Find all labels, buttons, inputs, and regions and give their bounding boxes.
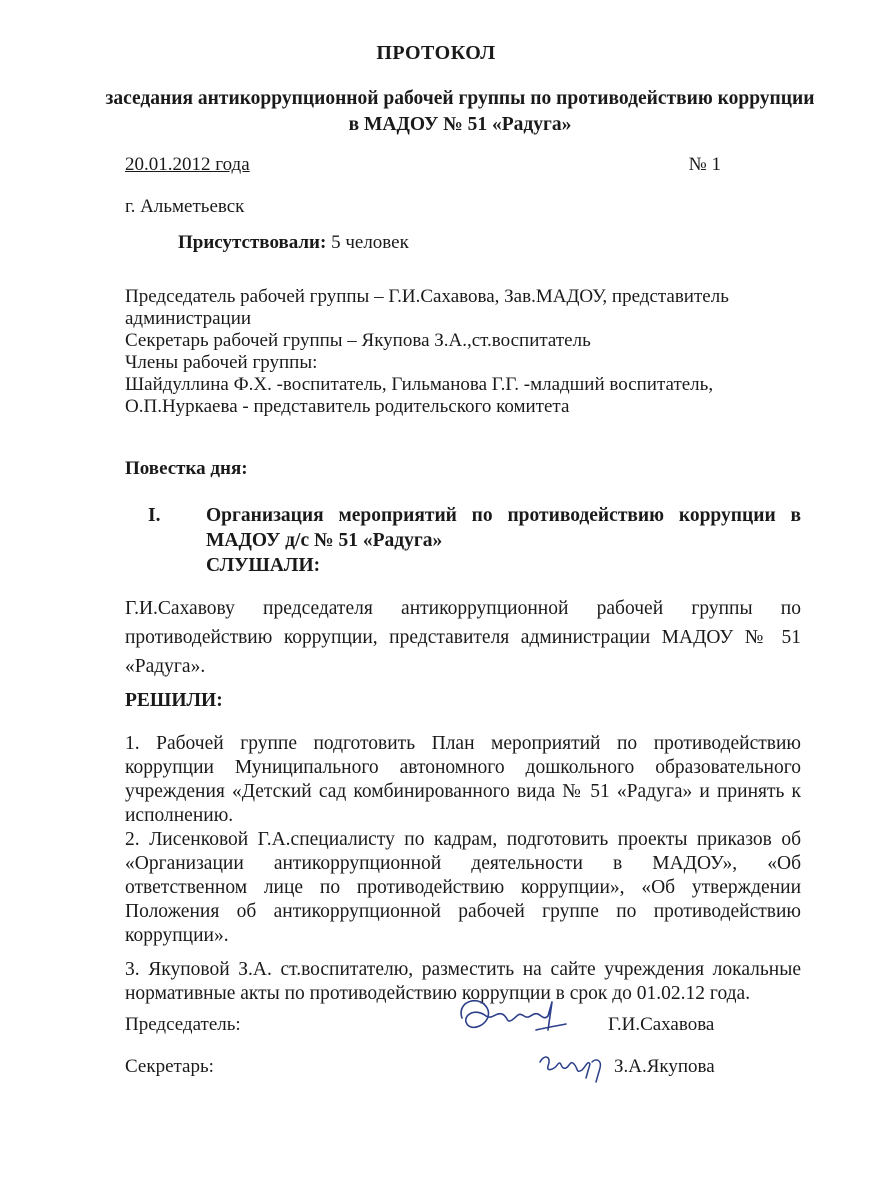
heard-paragraph: Г.И.Сахавову председателя антикоррупционной рабочей группы по противодействию коррупции, представителя администрации МАДОУ № 51 «Радуга». xyxy=(125,598,801,677)
document-subtitle: заседания антикоррупционной рабочей группы по противодействию коррупции в МАДОУ № 51 «Радуга» xyxy=(105,88,815,135)
agenda-heading: Повестка дня: xyxy=(125,458,248,479)
decision-item: 1. Рабочей группе подготовить План мероприятий по противодействию коррупции Муниципального автономного дошкольного образовательного учреждения «Детский сад комбинированного вида № 51 «Радуга» и принять к исполнению. xyxy=(125,733,801,826)
attendance xyxy=(178,232,409,254)
members-line: администрации xyxy=(125,308,252,329)
members-line: Председатель рабочей группы – Г.И.Сахавова, Зав.МАДОУ, представитель xyxy=(125,286,729,307)
decided-heading: РЕШИЛИ: xyxy=(125,690,223,711)
heard-label: СЛУШАЛИ: xyxy=(206,555,321,576)
members-block xyxy=(125,286,729,418)
decision-item: 2. Лисенковой Г.А.специалисту по кадрам, подготовить проекты приказов об «Организации антикоррупционной деятельности в МАДОУ», «Об ответственном лице по противодействию коррупции», «Об утверждении Положения об антикоррупционной рабочей группе по противодействию коррупции». xyxy=(125,829,801,946)
document-title: ПРОТОКОЛ xyxy=(376,42,496,64)
agenda-item-body xyxy=(206,503,801,578)
secretary-name: З.А.Якупова xyxy=(614,1056,715,1077)
members-line: Шайдуллина Ф.Х. -воспитатель, Гильманова Г.Г. -младший воспитатель, xyxy=(125,374,714,395)
city: г. Альметьевск xyxy=(125,196,245,217)
decisions-list xyxy=(125,732,801,1006)
members-line: Секретарь рабочей группы – Якупова З.А.,ст.воспитатель xyxy=(125,330,591,351)
protocol-number: № 1 xyxy=(688,154,721,175)
protocol-date: 20.01.2012 года xyxy=(125,154,250,175)
attendance-label: Присутствовали: xyxy=(178,232,327,253)
chair-name: Г.И.Сахавова xyxy=(608,1014,715,1035)
agenda-item-number: I. xyxy=(148,505,161,526)
secretary-signature xyxy=(536,1048,612,1088)
secretary-label: Секретарь: xyxy=(125,1056,214,1077)
attendance-value: 5 человек xyxy=(326,232,409,253)
chair-label: Председатель: xyxy=(125,1014,241,1035)
agenda-item-text: Организация мероприятий по противодействию коррупции в МАДОУ д/с № 51 «Радуга» xyxy=(206,505,801,551)
date-number-line xyxy=(125,154,721,176)
members-line: Члены рабочей группы: xyxy=(125,352,318,373)
chair-signature xyxy=(452,990,572,1050)
decision-item: 3. Якуповой З.А. ст.воспитателю, разместить на сайте учреждения локальные нормативные акты по противодействию коррупции в срок до 01.02.12 года. xyxy=(125,959,801,1004)
members-line: О.П.Нуркаева - представитель родительского комитета xyxy=(125,396,570,417)
